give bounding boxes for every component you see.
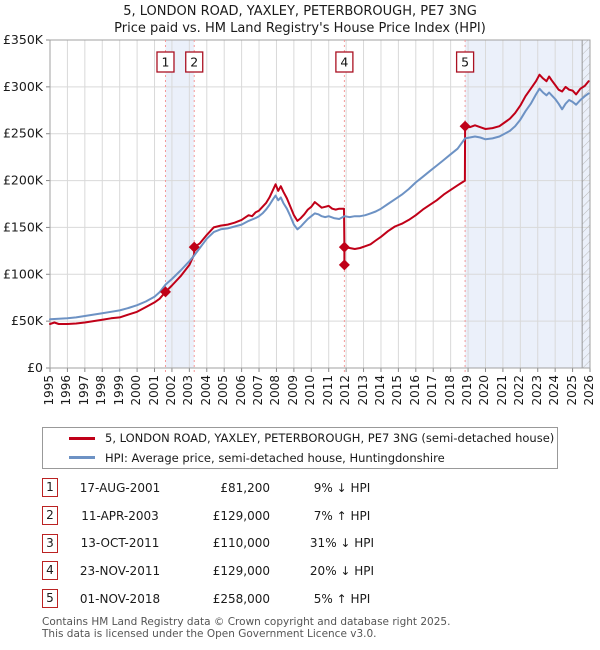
hpi-line-swatch [69,456,95,459]
x-axis-year-label: 2021 [494,375,509,406]
y-axis-label: £350K [2,32,43,47]
x-axis-year-label: 1999 [111,375,126,406]
page-title: 5, LONDON ROAD, YAXLEY, PETERBOROUGH, PE7 3NG [123,4,477,19]
row-hpi-delta: 7% ↑ HPI [313,508,371,523]
sale-flag-number: 2 [190,54,199,70]
footer-line-1: Contains HM Land Registry data © Crown copyright and database right 2025. [42,616,451,628]
row-date: 23-NOV-2011 [79,563,161,578]
x-axis-year-label: 1998 [94,375,109,406]
x-axis-year-label: 2019 [460,375,475,406]
sale-flag-number: 1 [161,54,170,70]
table-row [42,585,562,613]
legend-item-hpi [43,449,557,467]
footer-license [42,616,450,640]
y-axis-label: £50K [10,313,43,329]
x-axis-year-label: 2024 [547,375,562,406]
row-price: £110,000 [212,536,270,551]
table-row [42,557,562,585]
row-price: £129,000 [212,508,270,523]
x-axis-year-label: 2000 [129,375,144,406]
property-line-swatch [69,437,95,440]
x-axis-year-label: 2014 [372,375,387,406]
x-axis-year-label: 2011 [320,375,335,406]
sale-point-diamond [339,242,350,253]
x-axis-year-label: 2004 [198,375,213,406]
x-axis-year-label: 1997 [76,375,91,406]
legend-item-property [43,429,557,447]
row-number-badge: 4 [42,561,58,580]
legend-label-hpi: HPI: Average price, semi-detached house, Huntingdonshire [105,450,445,465]
table-row [42,529,562,557]
sale-flag-number: 4 [340,54,349,70]
x-axis-year-label: 2002 [163,375,178,406]
table-row [42,474,562,502]
chart-legend [42,427,558,469]
x-axis-year-label: 2017 [425,375,440,406]
row-hpi-delta: 9% ↓ HPI [313,480,371,495]
transactions-table [42,474,562,612]
y-axis-label: £100K [2,266,43,282]
x-axis-year-label: 2003 [181,375,196,406]
sale-point-diamond [339,259,350,270]
row-date: 11-APR-2003 [81,508,159,523]
x-axis-year-label: 2015 [390,375,405,406]
future-hatch-band [582,40,590,368]
x-axis-year-label: 2013 [355,375,370,406]
y-axis-label: £150K [2,219,43,235]
y-axis-label: £0 [27,360,43,375]
y-axis-label: £250K [2,125,43,141]
row-date: 17-AUG-2001 [79,480,161,495]
x-axis-year-label: 2023 [529,375,544,406]
x-axis-year-label: 2025 [564,375,579,406]
x-axis-year-label: 2006 [233,375,248,406]
row-number-badge: 5 [42,589,58,608]
x-axis-year-label: 2026 [582,375,596,406]
x-axis-year-label: 2008 [268,375,283,406]
shaded-band [465,40,590,368]
y-axis-label: £300K [2,78,43,94]
row-price: £129,000 [212,563,270,578]
x-axis-year-label: 2020 [477,375,492,406]
x-axis-year-label: 2016 [407,375,422,406]
legend-label-property: 5, LONDON ROAD, YAXLEY, PETERBOROUGH, PE7 3NG (semi-detached house) [105,431,555,446]
x-axis-year-label: 2009 [285,375,300,406]
x-axis-year-label: 1996 [59,375,74,406]
row-hpi-delta: 5% ↑ HPI [313,591,371,606]
row-number-badge: 2 [42,506,58,525]
row-price: £258,000 [212,591,270,606]
row-number-badge: 3 [42,534,58,553]
footer-line-2: This data is licensed under the Open Government Licence v3.0. [42,628,377,640]
x-axis-year-label: 2001 [146,375,161,406]
x-axis-year-label: 2010 [303,375,318,406]
x-axis-year-label: 1995 [42,375,56,406]
x-axis-year-label: 2012 [338,375,353,406]
row-price: £81,200 [220,480,270,495]
page-subtitle: Price paid vs. HM Land Registry's House Price Index (HPI) [114,21,486,36]
row-hpi-delta: 20% ↓ HPI [309,563,375,578]
y-axis-label: £200K [2,172,43,188]
x-axis-year-label: 2005 [216,375,231,406]
row-hpi-delta: 31% ↓ HPI [309,536,375,551]
x-axis-year-label: 2007 [251,375,266,406]
x-axis-year-label: 2022 [512,375,527,406]
table-row [42,502,562,530]
sale-flag-number: 5 [461,54,470,70]
row-date: 01-NOV-2018 [79,591,161,606]
shaded-band [165,40,194,368]
row-date: 13-OCT-2011 [80,536,160,551]
x-axis-year-label: 2018 [442,375,457,406]
row-number-badge: 1 [42,478,58,497]
